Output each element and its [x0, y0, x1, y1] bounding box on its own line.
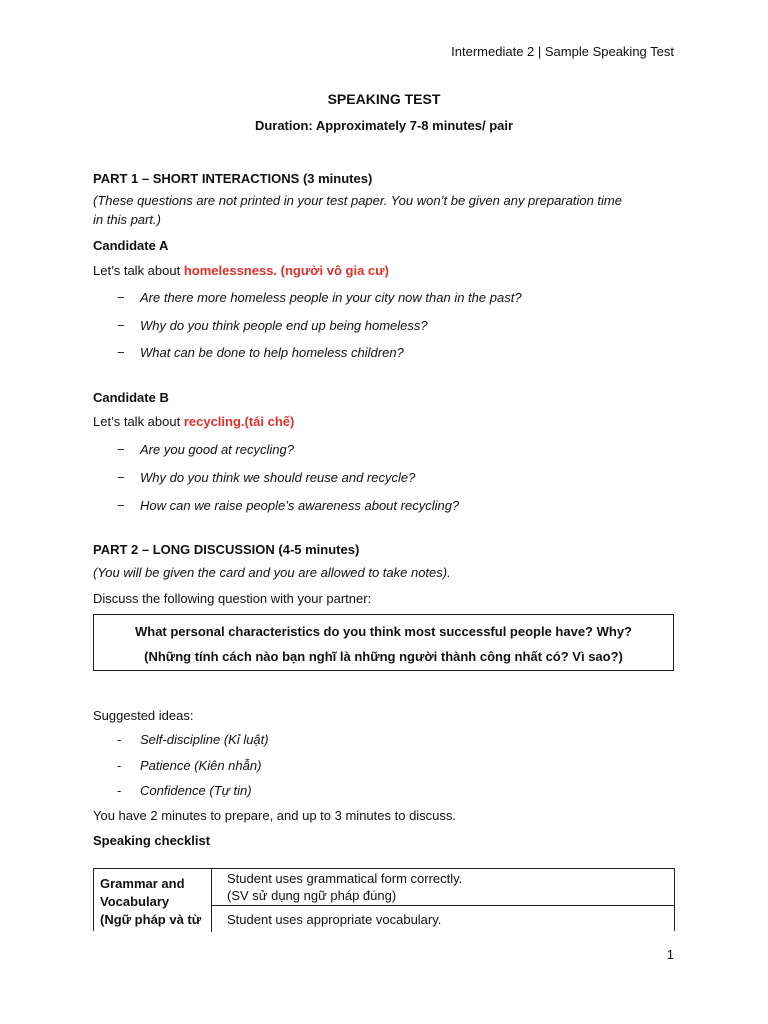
row-divider — [211, 905, 674, 906]
topic-recycling: recycling.(tái chế) — [183, 414, 295, 429]
topic-intro: Let’s talk about — [93, 263, 184, 278]
criterion-vocabulary: Student uses appropriate vocabulary. — [227, 912, 442, 927]
category-line: Grammar and — [100, 876, 185, 891]
dash-bullet: - — [117, 758, 122, 773]
dash-bullet: − — [117, 290, 125, 305]
part1-note-line1: (These questions are not printed in your test paper. You won’t be given any preparation time — [93, 193, 622, 208]
category-line: Vocabulary — [100, 894, 170, 909]
speaking-checklist-label: Speaking checklist — [93, 833, 211, 848]
candidate-a-topic-line — [93, 263, 389, 278]
part2-instruction: Discuss the following question with your partner: — [93, 591, 372, 606]
question-vietnamese: (Những tính cách nào bạn nghĩ là những người thành công nhất có? Vì sao?) — [144, 649, 623, 664]
part2-note: (You will be given the card and you are allowed to take notes). — [93, 565, 451, 580]
dash-bullet: - — [117, 732, 122, 747]
dash-bullet: − — [117, 498, 125, 513]
dash-bullet: - — [117, 783, 122, 798]
column-divider — [211, 869, 212, 932]
page-title: SPEAKING TEST — [327, 91, 441, 107]
question-item: Why do you think we should reuse and recycle? — [140, 470, 416, 485]
dash-bullet: − — [117, 470, 125, 485]
page-header: Intermediate 2 | Sample Speaking Test — [451, 44, 674, 59]
suggested-item: Confidence (Tự tin) — [140, 783, 252, 798]
speaking-checklist-table — [93, 868, 675, 931]
category-cell — [100, 875, 201, 929]
question-english: What personal characteristics do you think most successful people have? Why? — [134, 624, 632, 639]
candidate-b-topic-line — [93, 414, 294, 429]
candidate-a-label: Candidate A — [93, 238, 169, 253]
question-item: Are you good at recycling? — [140, 442, 294, 457]
criterion-grammar-vi: (SV sử dụng ngữ pháp đúng) — [227, 888, 397, 903]
topic-intro: Let’s talk about — [93, 414, 184, 429]
candidate-b-label: Candidate B — [93, 390, 169, 405]
time-note: You have 2 minutes to prepare, and up to 3 minutes to discuss. — [93, 808, 457, 823]
suggested-item: Patience (Kiên nhẫn) — [140, 758, 262, 773]
page-number: 1 — [666, 947, 674, 962]
suggested-ideas-label: Suggested ideas: — [93, 708, 194, 723]
question-item: Why do you think people end up being homeless? — [140, 318, 428, 333]
part1-note-line2: in this part.) — [93, 212, 161, 227]
question-item: Are there more homeless people in your city now than in the past? — [140, 290, 522, 305]
dash-bullet: − — [117, 345, 125, 360]
dash-bullet: − — [117, 442, 125, 457]
criterion-grammar: Student uses grammatical form correctly. — [227, 871, 463, 886]
question-item: What can be done to help homeless children? — [140, 345, 404, 360]
dash-bullet: − — [117, 318, 125, 333]
part1-heading: PART 1 – SHORT INTERACTIONS (3 minutes) — [93, 171, 373, 186]
question-card — [93, 614, 674, 671]
question-item: How can we raise people’s awareness about recycling? — [140, 498, 460, 513]
suggested-item: Self-discipline (Kỉ luật) — [140, 732, 269, 747]
duration-line: Duration: Approximately 7-8 minutes/ pair — [254, 118, 514, 133]
category-line: (Ngữ pháp và từ — [100, 912, 202, 927]
topic-homelessness: homelessness. (người vô gia cư) — [183, 263, 389, 278]
part2-heading: PART 2 – LONG DISCUSSION (4-5 minutes) — [93, 542, 360, 557]
